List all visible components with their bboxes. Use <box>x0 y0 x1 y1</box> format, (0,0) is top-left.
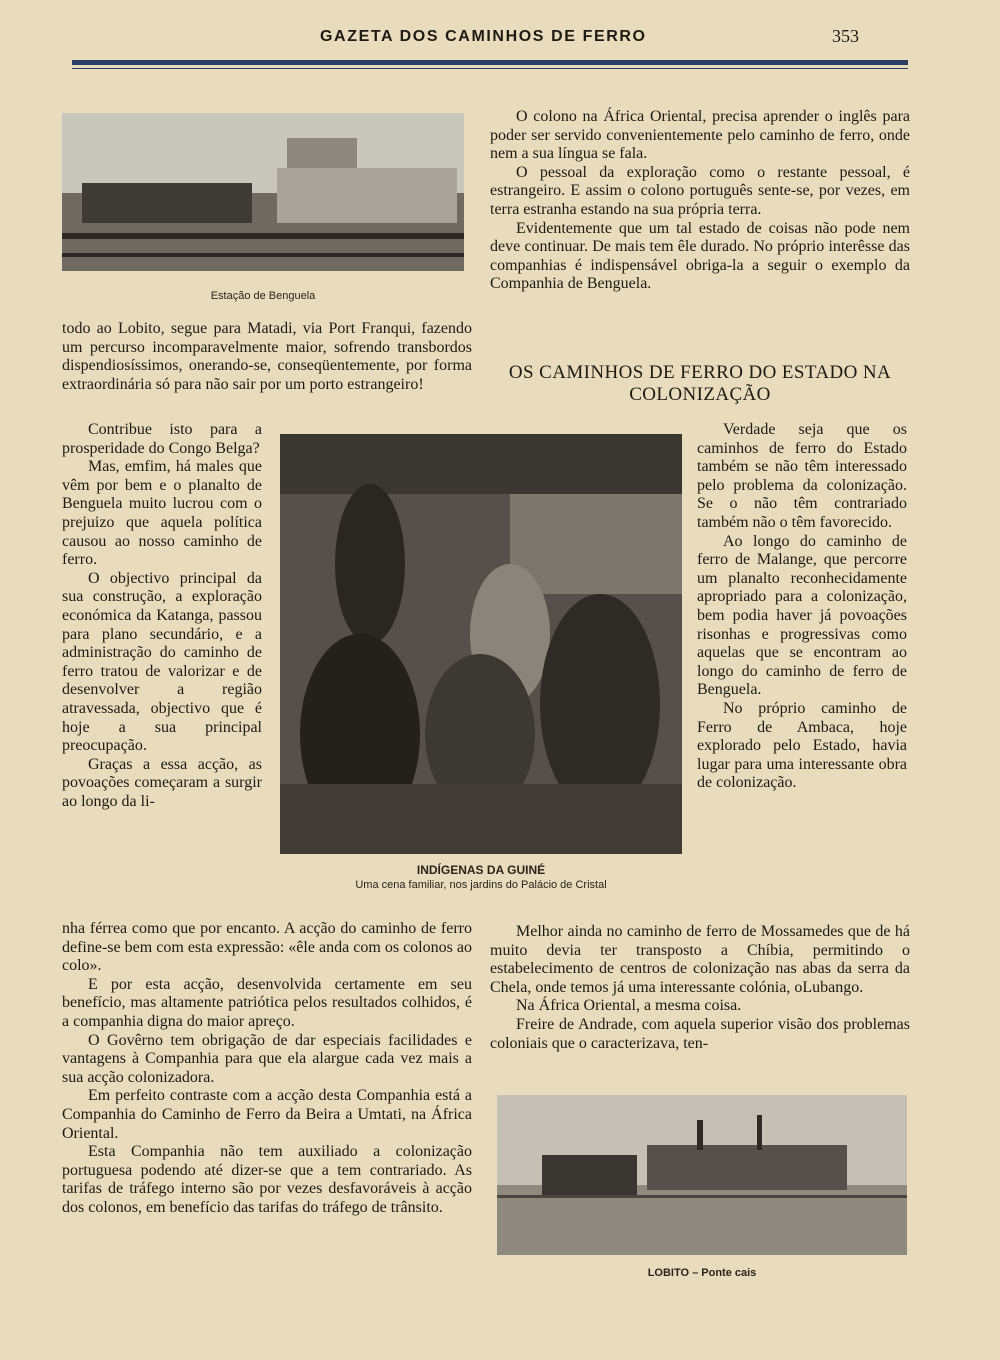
right-column-top <box>490 108 910 294</box>
paragraph: Mas, emfim, há males que vêm por bem e o planalto de Benguela muito lucrou com o prejuizo que aquela política causou ao nosso caminho de ferro. <box>62 458 262 569</box>
guine-title: INDÍGENAS DA GUINÉ <box>416 863 546 877</box>
right-column-narrow <box>697 421 907 793</box>
paragraph: O pessoal da exploração como o restante pessoal, é estrangeiro. E assim o colono português sente-se, por vezes, em terra estranha estando na sua própria terra. <box>490 163 910 218</box>
paragraph: Contribue isto para a prosperidade do Congo Belga? <box>62 421 262 457</box>
magazine-title: GAZETA DOS CAMINHOS DE FERRO <box>320 28 647 45</box>
guine-photo <box>280 434 682 854</box>
paragraph: Verdade seja que os caminhos de ferro do Estado também se não têm interessado pelo problema da colonização. Se o não têm contrariado também não o têm favorecido. <box>697 421 907 531</box>
left-column-narrow <box>62 421 262 811</box>
paragraph: nha férrea como que por encanto. A acção do caminho de ferro define-se bem com esta expressão: «êle anda com os colonos ao colo». <box>62 920 472 975</box>
paragraph: Melhor ainda no caminho de ferro de Mossamedes que de há muito devia ter transposto a Chíbia, permitindo o estabelecimento de centros de colonização nas abas da serra da Chela, onde temos já uma interessante colónia, oLubango. <box>490 923 910 996</box>
header-rule-thin <box>72 68 908 69</box>
paragraph: No próprio caminho de Ferro de Ambaca, hoje explorado pelo Estado, havia lugar para uma interessante obra de colonização. <box>697 699 907 792</box>
left-column-top <box>62 320 472 394</box>
paragraph: E por esta acção, desenvolvida certamente em seu benefício, mas altamente patriótica pelos resultados colhidos, é a companhia digna do maior apreço. <box>62 975 472 1030</box>
paragraph: Em perfeito contraste com a acção desta Companhia está a Companhia do Caminho de Ferro da Beira a Umtati, na África Oriental. <box>62 1087 472 1142</box>
paragraph: O Govêrno tem obrigação de dar especiais facilidades e vantagens à Companhia para que ela alargue cada vez mais a sua acção colonizadora. <box>62 1031 472 1086</box>
lobito-caption: LOBITO – Ponte cais <box>647 1267 757 1279</box>
right-column-bottom <box>490 923 910 1053</box>
section-heading: OS CAMINHOS DE FERRO DO ESTADO NA COLONIZAÇÃO <box>508 362 892 405</box>
benguela-station-photo <box>62 113 464 271</box>
paragraph: Evidentemente que um tal estado de coisas não pode nem deve continuar. De mais tem êle durado. No próprio interêsse das companhias é indispensável obriga-la a seguir o exemplo da Companhia de Benguela. <box>490 219 910 293</box>
lobito-photo <box>497 1095 907 1255</box>
paragraph: O colono na África Oriental, precisa aprender o inglês para poder ser servido convenientemente pelo caminho de ferro, onde nem a sua língua se fala. <box>490 108 910 163</box>
header-rule <box>72 60 908 65</box>
paragraph: Ao longo do caminho de ferro de Malange, que percorre um planalto reconhecidamente apropriado para a colonização, bem podia haver já povoações risonhas e progressivas como aquelas que se encontram ao longo do caminho de ferro de Benguela. <box>697 532 907 699</box>
paragraph: todo ao Lobito, segue para Matadi, via Port Franqui, fazendo um percurso incomparavelmente maior, sofrendo transbordos dispendiosíssimos, onerando-se, conseqüentemente, por forma extraordinária só para não sair por um porto estrangeiro! <box>62 320 472 393</box>
paragraph: Na África Oriental, a mesma coisa. <box>516 997 742 1015</box>
paragraph: Freire de Andrade, com aquela superior visão dos problemas coloniais que o caracterizava, ten- <box>490 1015 910 1052</box>
benguela-caption: Estação de Benguela <box>210 290 316 302</box>
guine-caption: Uma cena familiar, nos jardins do Palácio de Cristal <box>355 879 607 891</box>
page-number: 353 <box>832 26 859 46</box>
paragraph: O objectivo principal da sua construção, a exploração económica da Katanga, passou para plano secundário, e a administração do caminho de ferro tratou de valorizar e de desenvolver a região atravessada, objectivo que é hoje a sua principal preocupação. <box>62 569 262 755</box>
left-column-bottom <box>62 920 472 1218</box>
paragraph: Graças a essa acção, as povoações começaram a surgir ao longo da li- <box>62 755 262 810</box>
paragraph: Esta Companhia não tem auxiliado a colonização portuguesa podendo até dizer-se que a tem contrariado. As tarifas de tráfego interno são por vezes desfavoráveis à acção dos colonos, em benefício das tarifas do tráfego de trânsito. <box>62 1143 472 1216</box>
